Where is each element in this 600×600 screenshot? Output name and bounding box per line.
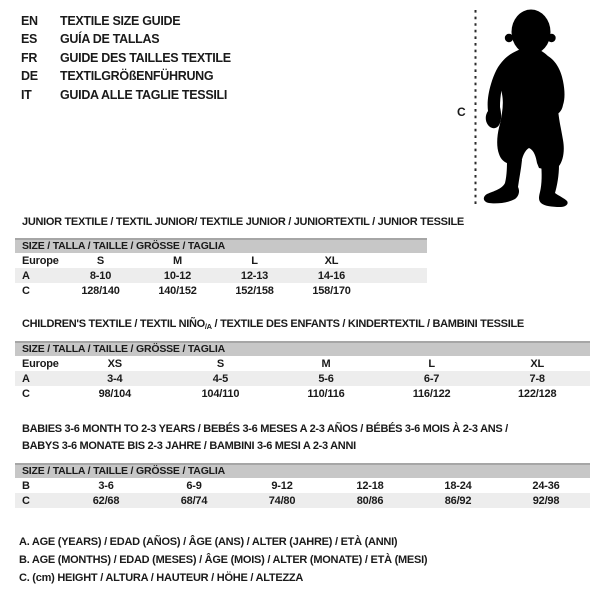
table-row [15, 268, 427, 283]
table-row [15, 371, 590, 386]
value-cell: 122/128 [518, 387, 557, 400]
baby-silhouette-icon [455, 0, 600, 215]
legend-note-c: C. (cm) HEIGHT / ALTURA / HAUTEUR / HÖHE / ALTEZZA [19, 572, 304, 584]
language-row [21, 67, 231, 85]
value-cell: 116/122 [412, 387, 451, 400]
language-row [21, 49, 231, 67]
height-measure-label: C [457, 105, 466, 119]
junior-size-table [15, 238, 427, 298]
value-cell: 128/140 [81, 284, 120, 297]
value-cell: 74/80 [268, 494, 296, 507]
row-header: C [22, 284, 30, 297]
babies-size-table [15, 463, 590, 508]
spacer-cell [370, 283, 427, 298]
value-cell: 24-36 [532, 479, 560, 492]
babies-title-line1: BABIES 3-6 MONTH TO 2-3 YEARS / BEBÉS 3-6 MESES A 2-3 AÑOS / BÉBÉS 3-6 MOIS À 2-3 ANS / [22, 423, 508, 435]
size-header-bar: SIZE / TALLA / TAILLE / GRÖSSE / TAGLIA [15, 341, 590, 356]
value-cell: 6-9 [186, 479, 202, 492]
language-title: GUIDE DES TAILLES TEXTILE [60, 50, 231, 65]
value-cell: 86/92 [444, 494, 472, 507]
children-table-title [22, 318, 524, 331]
babies-title-line2: BABYS 3-6 MONATE BIS 2-3 JAHRE / BAMBINI 3-6 MESI A 2-3 ANNI [22, 440, 356, 452]
value-cell: 62/68 [92, 494, 120, 507]
table-row [15, 386, 590, 401]
value-cell: 3-4 [107, 372, 123, 385]
legend-note-a: A. AGE (YEARS) / EDAD (AÑOS) / ÂGE (ANS) / ALTER (JAHRE) / ETÀ (ANNI) [19, 536, 398, 548]
language-row [21, 86, 231, 104]
size-cell: S [216, 357, 224, 370]
value-cell: 18-24 [444, 479, 472, 492]
value-cell: 68/74 [180, 494, 208, 507]
junior-table-title: JUNIOR TEXTILE / TEXTIL JUNIOR/ TEXTILE JUNIOR / JUNIORTEXTIL / JUNIOR TESSILE [22, 216, 464, 228]
value-cell: 4-5 [212, 372, 229, 385]
size-cell: L [428, 357, 435, 370]
language-code: FR [21, 50, 38, 65]
table-row [15, 356, 590, 371]
size-cell: XL [324, 254, 339, 267]
size-cell: XS [107, 357, 122, 370]
legend-note-b: B. AGE (MONTHS) / EDAD (MESES) / ÂGE (MOIS) / ALTER (MONATE) / ETÀ (MESI) [19, 554, 428, 566]
table-row [15, 493, 590, 508]
size-cell: S [96, 254, 105, 267]
language-title-list [21, 12, 231, 104]
children-title-subscript: /A [204, 322, 212, 331]
value-cell: 3-6 [98, 479, 114, 492]
language-title: TEXTILE SIZE GUIDE [60, 14, 181, 28]
table-row [15, 283, 427, 298]
children-title-suffix: / TEXTILE DES ENFANTS / KINDERTEXTIL / BAMBINI TESSILE [211, 318, 524, 330]
value-cell: 158/170 [312, 284, 351, 297]
value-cell: 9-12 [271, 479, 293, 492]
language-title: TEXTILGRÖßENFÜHRUNG [60, 69, 214, 84]
value-cell: 12-13 [240, 269, 269, 282]
value-cell: 98/104 [98, 387, 132, 400]
language-code: DE [21, 69, 38, 84]
row-header: Europe [22, 357, 59, 370]
value-cell: 10-12 [163, 269, 192, 282]
value-cell: 14-16 [317, 269, 346, 282]
value-cell: 7-8 [529, 372, 545, 385]
table-row [15, 253, 427, 268]
value-cell: 140/152 [158, 284, 197, 297]
value-cell: 104/110 [201, 387, 240, 400]
value-cell: 152/158 [235, 284, 274, 297]
language-title: GUÍA DE TALLAS [60, 32, 160, 47]
value-cell: 8-10 [89, 269, 112, 282]
row-header: A [22, 372, 30, 385]
children-title-prefix: CHILDREN'S TEXTILE / TEXTIL NIÑO [22, 318, 205, 330]
language-title: GUIDA ALLE TAGLIE TESSILI [60, 87, 228, 102]
row-header: A [22, 269, 30, 282]
row-header: Europe [22, 254, 59, 267]
language-code: ES [21, 32, 38, 47]
value-cell: 92/98 [532, 494, 560, 507]
language-code: EN [21, 14, 38, 28]
size-cell: L [251, 254, 258, 267]
value-cell: 110/116 [307, 387, 345, 400]
value-cell: 80/86 [356, 494, 384, 507]
size-cell: M [173, 254, 182, 267]
language-code: IT [21, 87, 32, 102]
height-measure-figure [455, 0, 600, 215]
size-cell: XL [530, 357, 545, 370]
value-cell: 12-18 [356, 479, 384, 492]
spacer-cell [370, 253, 427, 268]
language-row [21, 12, 231, 30]
language-row [21, 30, 231, 48]
size-header-bar: SIZE / TALLA / TAILLE / GRÖSSE / TAGLIA [15, 463, 590, 478]
size-cell: M [321, 357, 331, 370]
value-cell: 6-7 [423, 372, 440, 385]
spacer-cell [370, 268, 427, 283]
value-cell: 5-6 [318, 372, 334, 385]
babies-table-title [22, 421, 562, 455]
legend-notes [19, 533, 427, 587]
table-row [15, 478, 590, 493]
row-header: C [22, 387, 30, 400]
children-size-table [15, 341, 590, 401]
row-header: C [22, 494, 30, 507]
row-header: B [22, 479, 30, 492]
size-header-bar: SIZE / TALLA / TAILLE / GRÖSSE / TAGLIA [15, 238, 427, 253]
